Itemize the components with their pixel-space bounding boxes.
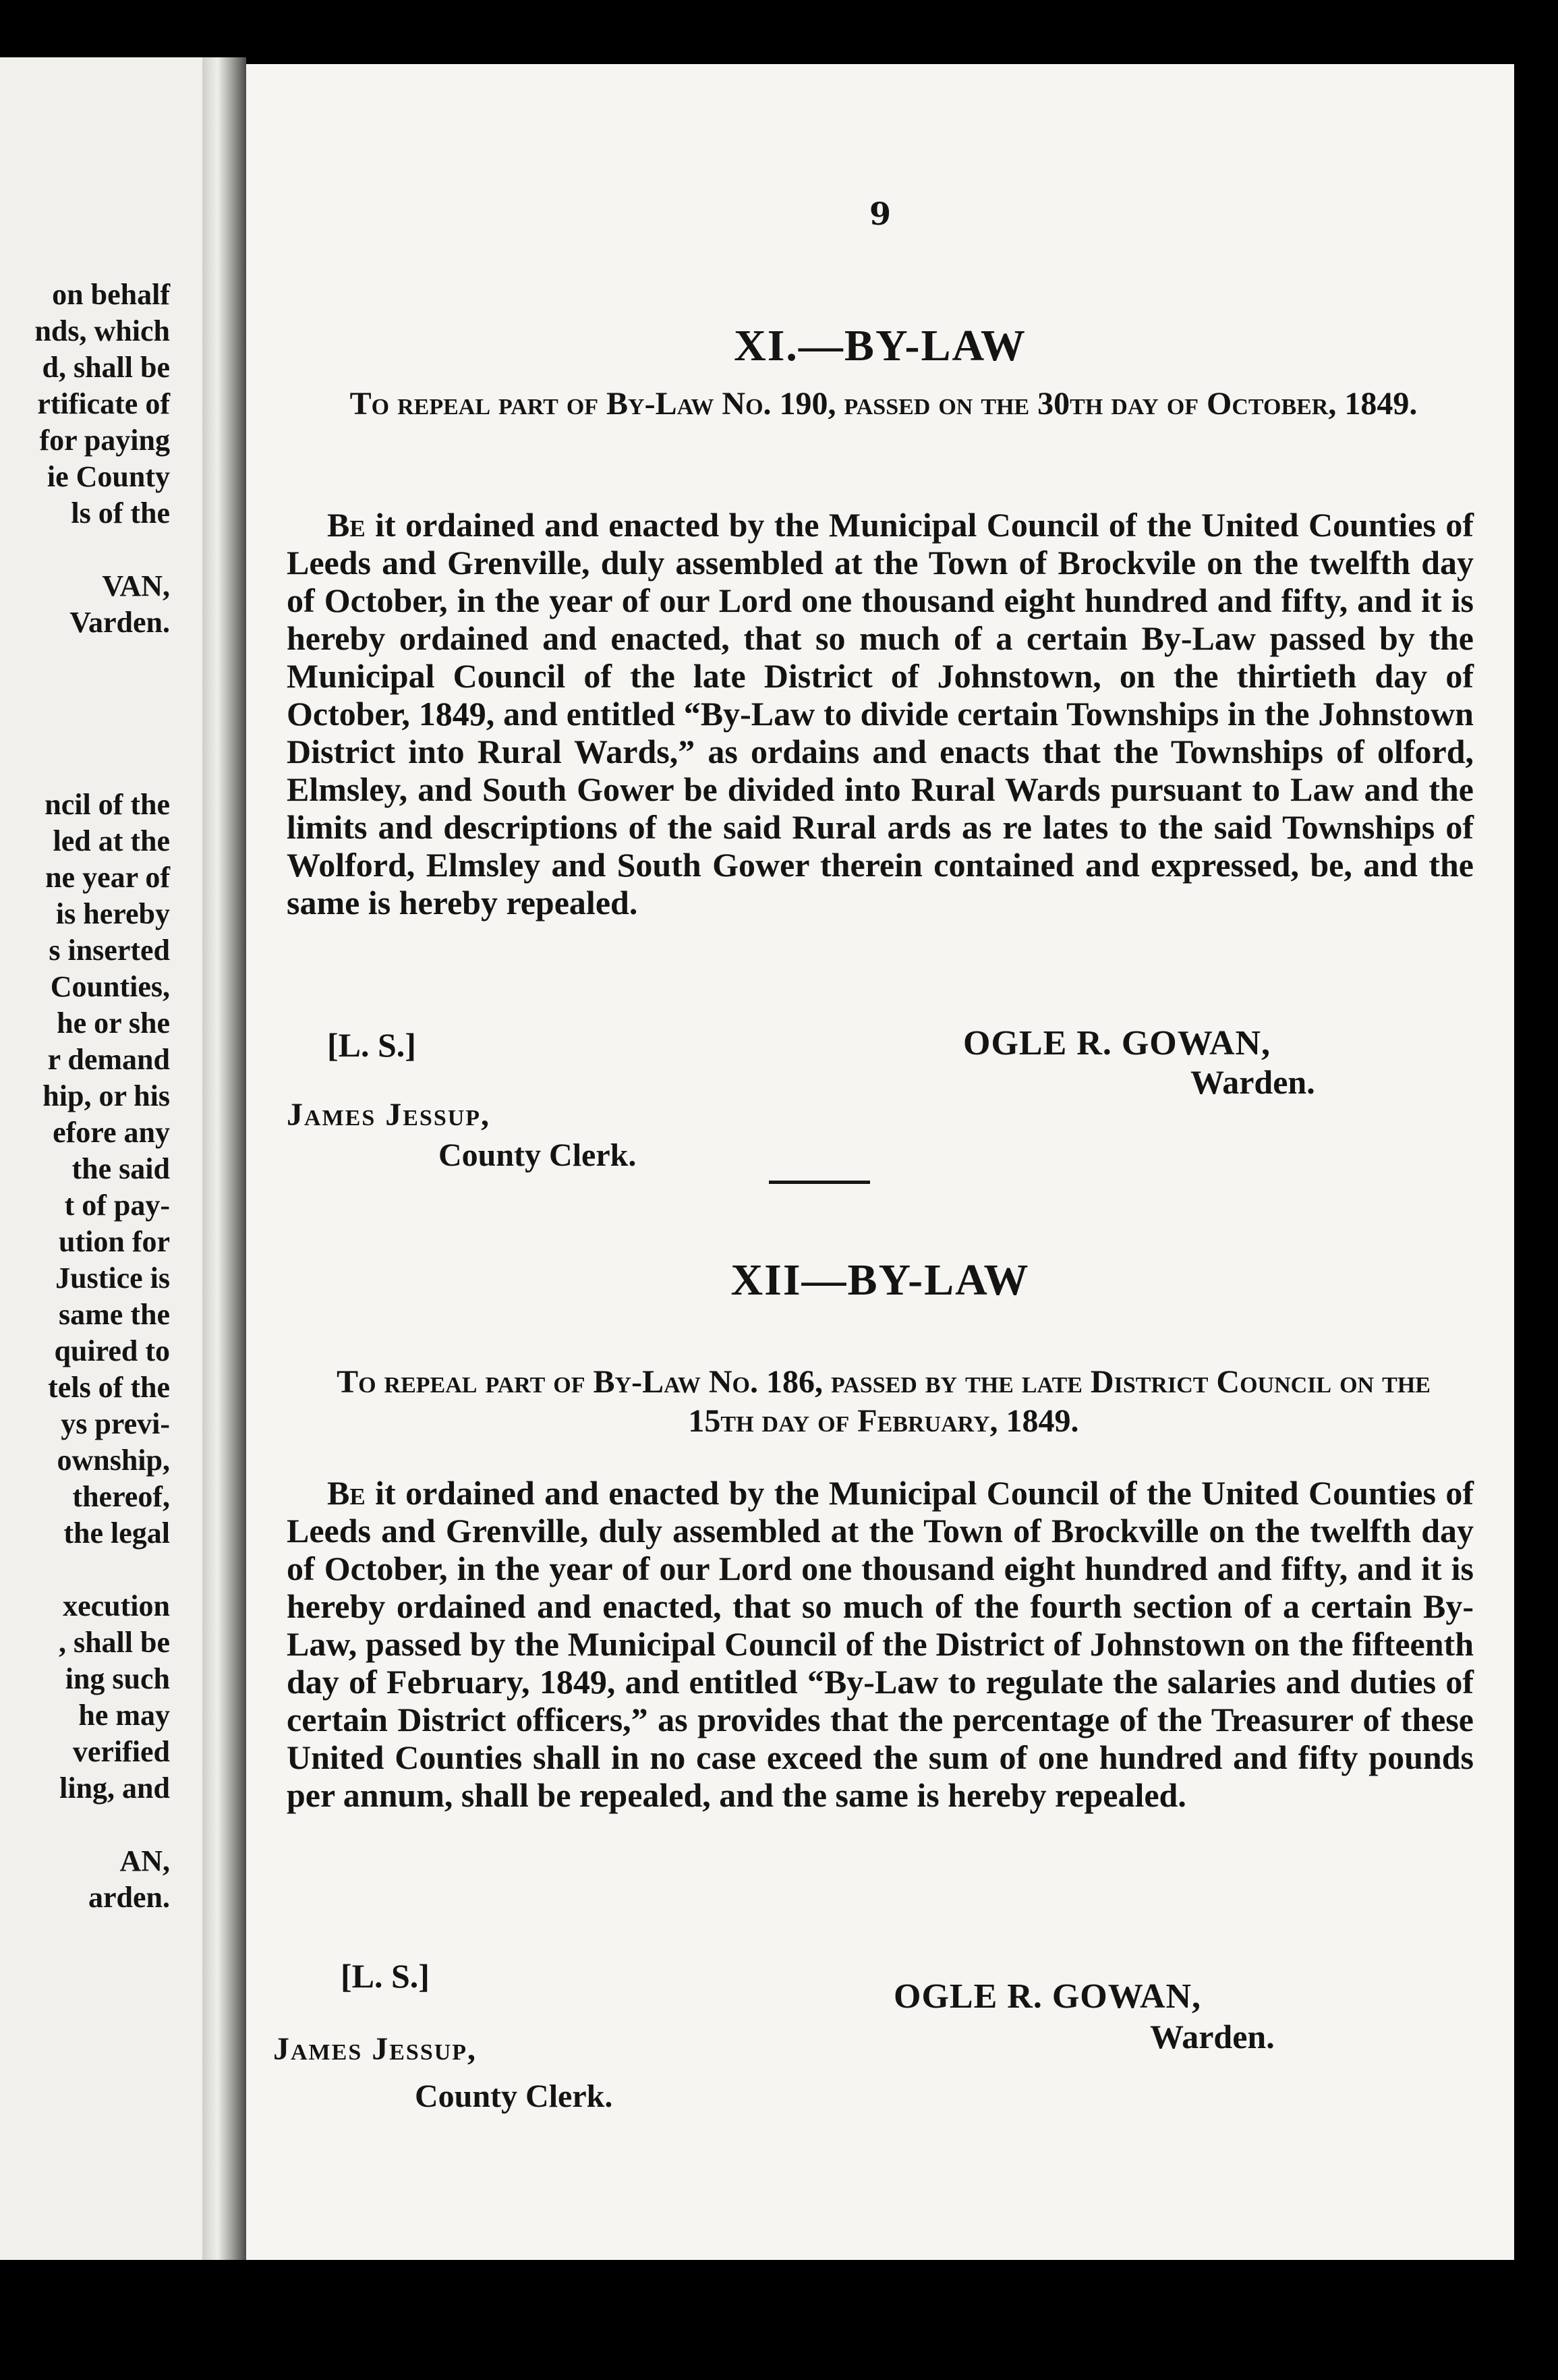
- facing-page-line: ownship,: [57, 1444, 170, 1477]
- facing-page-line: ne year of: [45, 861, 170, 894]
- bylaw-xii-body: [287, 1474, 1474, 1814]
- facing-page-line: ling, and: [59, 1772, 170, 1805]
- facing-page-line: is hereby: [55, 897, 170, 930]
- facing-page-line: ing such: [65, 1662, 170, 1695]
- bylaw-xii-lead: Be: [327, 1474, 366, 1512]
- facing-page-line: VAN,: [102, 569, 170, 602]
- facing-page-line: ncil of the: [45, 788, 170, 821]
- facing-page-line: , shall be: [58, 1626, 170, 1659]
- facing-page-line: ls of the: [71, 497, 170, 530]
- facing-page-line: Varden.: [69, 606, 170, 639]
- bylaw-xi-signatory-role: Warden.: [1190, 1063, 1315, 1101]
- page-number: 9: [869, 196, 891, 232]
- bylaw-xii-clerk-role: County Clerk.: [415, 2078, 613, 2114]
- facing-page-line: AN,: [119, 1844, 170, 1877]
- facing-page-line: s inserted: [49, 934, 170, 967]
- facing-page-line: ys previ-: [61, 1407, 170, 1440]
- bylaw-xii-signatory: OGLE R. GOWAN,: [894, 1977, 1202, 2016]
- facing-page-line: led at the: [53, 824, 170, 857]
- facing-page-text: [0, 277, 202, 1916]
- bylaw-xii-subtitle: To repeal part of By-Law No. 186, passed by the late District Council on the 15th day of February, 1849.: [337, 1364, 1431, 1439]
- facing-page-line: quired to: [54, 1334, 170, 1367]
- facing-page-line: [0, 1807, 202, 1843]
- section-divider: [769, 1181, 870, 1184]
- facing-page-line: hip, or his: [42, 1079, 170, 1112]
- facing-page-line: t of pay-: [64, 1189, 170, 1222]
- facing-page-line: [0, 677, 202, 714]
- facing-page-line: [0, 532, 202, 568]
- facing-page-line: [0, 714, 202, 750]
- facing-page-line: arden.: [88, 1881, 170, 1914]
- facing-page-line: the said: [71, 1152, 170, 1185]
- facing-page-line: ution for: [59, 1225, 170, 1258]
- facing-page-line: ie County: [47, 460, 170, 493]
- facing-page-line: [0, 641, 202, 677]
- bylaw-xi-signatory: OGLE R. GOWAN,: [963, 1024, 1271, 1062]
- facing-page-line: Justice is: [55, 1262, 170, 1295]
- facing-page-line: d, shall be: [42, 351, 170, 384]
- bylaw-xi-clerk: James Jessup,: [287, 1097, 491, 1133]
- bylaw-xii-body-text: it ordained and enacted by the Municipal Council of the United Counties of Leeds and Grenville, duly assembled at the Town of Brockville on the twelfth day of October, in the year of our Lord one thousand eight hundred and fifty, and it is hereby ordained and enacted, that so much of the fourth section of a certain By-Law, passed by the Municipal Council of the District of Johnstown on the fifteenth day of February, 1849, and entitled “By-Law to regulate the salaries and duties of certain District officers,” as provides that the percentage of the Treasurer of these United Counties shall in no case exceed the sum of one hundred and fifty pounds per annum, shall be repealed, and the same is hereby repealed.: [287, 1474, 1474, 1814]
- facing-page-line: [0, 750, 202, 787]
- bylaw-xi-lead: Be: [327, 506, 366, 544]
- facing-page-line: [0, 1552, 202, 1588]
- bylaw-xii-signatory-role: Warden.: [1150, 2018, 1275, 2056]
- facing-page-line: he may: [78, 1699, 170, 1732]
- facing-page-line: rtificate of: [37, 387, 170, 420]
- facing-page-line: efore any: [53, 1116, 170, 1149]
- facing-page-line: same the: [59, 1298, 170, 1331]
- book-gutter: [202, 57, 246, 2260]
- bylaw-xi-seal: [L. S.]: [327, 1026, 416, 1064]
- facing-page-line: for paying: [39, 424, 170, 457]
- document-page: [246, 64, 1514, 2260]
- bylaw-xi-body: [287, 506, 1474, 922]
- facing-page-line: he or she: [57, 1007, 170, 1040]
- facing-page-line: thereof,: [72, 1480, 170, 1513]
- facing-page-fragment: [0, 57, 202, 2260]
- bylaw-xi-clerk-role: County Clerk.: [438, 1137, 637, 1173]
- facing-page-line: the legal: [63, 1517, 170, 1550]
- bylaw-xii-heading: XII—BY-LAW: [730, 1255, 1030, 1305]
- facing-page-line: nds, which: [34, 314, 170, 347]
- facing-page-line: verified: [72, 1735, 170, 1768]
- bylaw-xii-clerk: James Jessup,: [273, 2031, 478, 2067]
- facing-page-line: r demand: [47, 1043, 170, 1076]
- facing-page-line: tels of the: [48, 1371, 170, 1404]
- bylaw-xi-body-text: it ordained and enacted by the Municipal Council of the United Counties of Leeds and Grenville, duly assembled at the Town of Brockvile on the twelfth day of October, in the year of our Lord one thousand eight hundred and fifty, and it is hereby ordained and enacted, that so much of a certain By-Law passed by the Municipal Council of the late District of Johnstown, on the thirtieth day of October, 1849, and entitled “By-Law to divide certain Townships in the Johnstown District into Rural Wards,” as ordains and enacts that the Townships of olford, Elmsley, and South Gower be divided into Rural Wards pursuant to Law and the limits and descriptions of the said Rural ards as re lates to the said Townships of Wolford, Elmsley and South Gower therein contained and expressed, be, and the same is hereby repealed.: [287, 506, 1474, 922]
- facing-page-line: Counties,: [50, 970, 170, 1003]
- bylaw-xi-heading: XI.—BY-LAW: [734, 321, 1027, 370]
- facing-page-line: on behalf: [52, 278, 170, 311]
- bylaw-xii-seal: [L. S.]: [341, 1957, 430, 1995]
- bylaw-xi-subtitle: To repeal part of By-Law No. 190, passed on the 30th day of October, 1849.: [349, 386, 1418, 422]
- facing-page-line: xecution: [63, 1589, 170, 1622]
